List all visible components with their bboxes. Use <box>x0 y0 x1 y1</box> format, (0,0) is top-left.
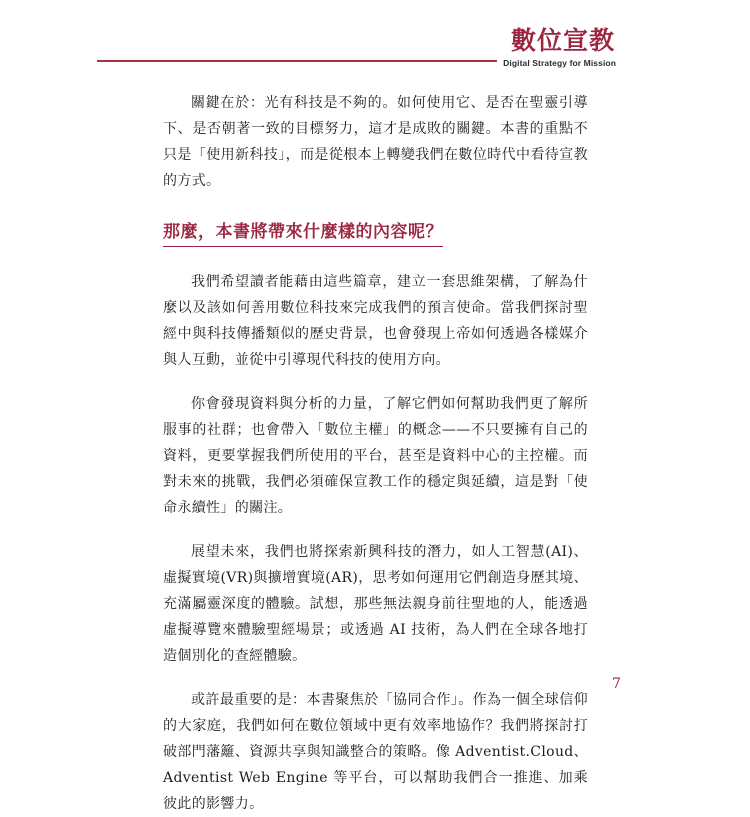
page-header <box>0 28 750 72</box>
body-paragraph-4: 或許最重要的是：本書聚焦於「協同合作」。作為一個全球信仰的大家庭，我們如何在數位領域中更有效率地協作？我們將探討打破部門藩籬、資源共享與知識整合的策略。像 Adventist.Cloud、Adventist Web Engine 等平台，可以幫助我們合一推進、加乘彼此的影響力。 <box>163 692 588 812</box>
page-number: 7 <box>612 676 621 692</box>
page-body <box>163 90 588 817</box>
section-heading: 那麼，本書將帶來什麼樣的內容呢？ <box>163 220 443 247</box>
body-paragraph-2: 你會發現資料與分析的力量，了解它們如何幫助我們更了解所服事的社群；也會帶入「數位主權」的概念——不只要擁有自己的資料，更要掌握我們所使用的平台，甚至是資料中心的主控權。而對未來的挑戰，我們必須確保宣教工作的穩定與延續，這是對「使命永續性」的關注。 <box>163 396 588 516</box>
book-title-logo: 數位宣教 <box>510 26 615 55</box>
body-paragraph-1: 我們希望讀者能藉由這些篇章，建立一套思維架構，了解為什麼以及該如何善用數位科技來完成我們的預言使命。當我們探討聖經中與科技傳播類似的歷史背景，也會發現上帝如何透過各樣媒介與人互動，並從中引導現代科技的使用方向。 <box>163 274 588 368</box>
book-subtitle: Digital Strategy for Mission <box>503 58 616 68</box>
intro-paragraph: 關鍵在於：光有科技是不夠的。如何使用它、是否在聖靈引導下、是否朝著一致的目標努力，這才是成敗的關鍵。本書的重點不只是「使用新科技」，而是從根本上轉變我們在數位時代中看待宣教的方式。 <box>163 95 588 189</box>
body-paragraph-3: 展望未來，我們也將探索新興科技的潛力，如人工智慧(AI)、虛擬實境(VR)與擴增實境(AR)，思考如何運用它們創造身歷其境、充滿屬靈深度的體驗。試想，那些無法親身前往聖地的人，能透過虛擬導覽來體驗聖經場景；或透過 AI 技術，為人們在全球各地打造個別化的查經體驗。 <box>163 544 588 664</box>
header-rule <box>97 60 497 62</box>
